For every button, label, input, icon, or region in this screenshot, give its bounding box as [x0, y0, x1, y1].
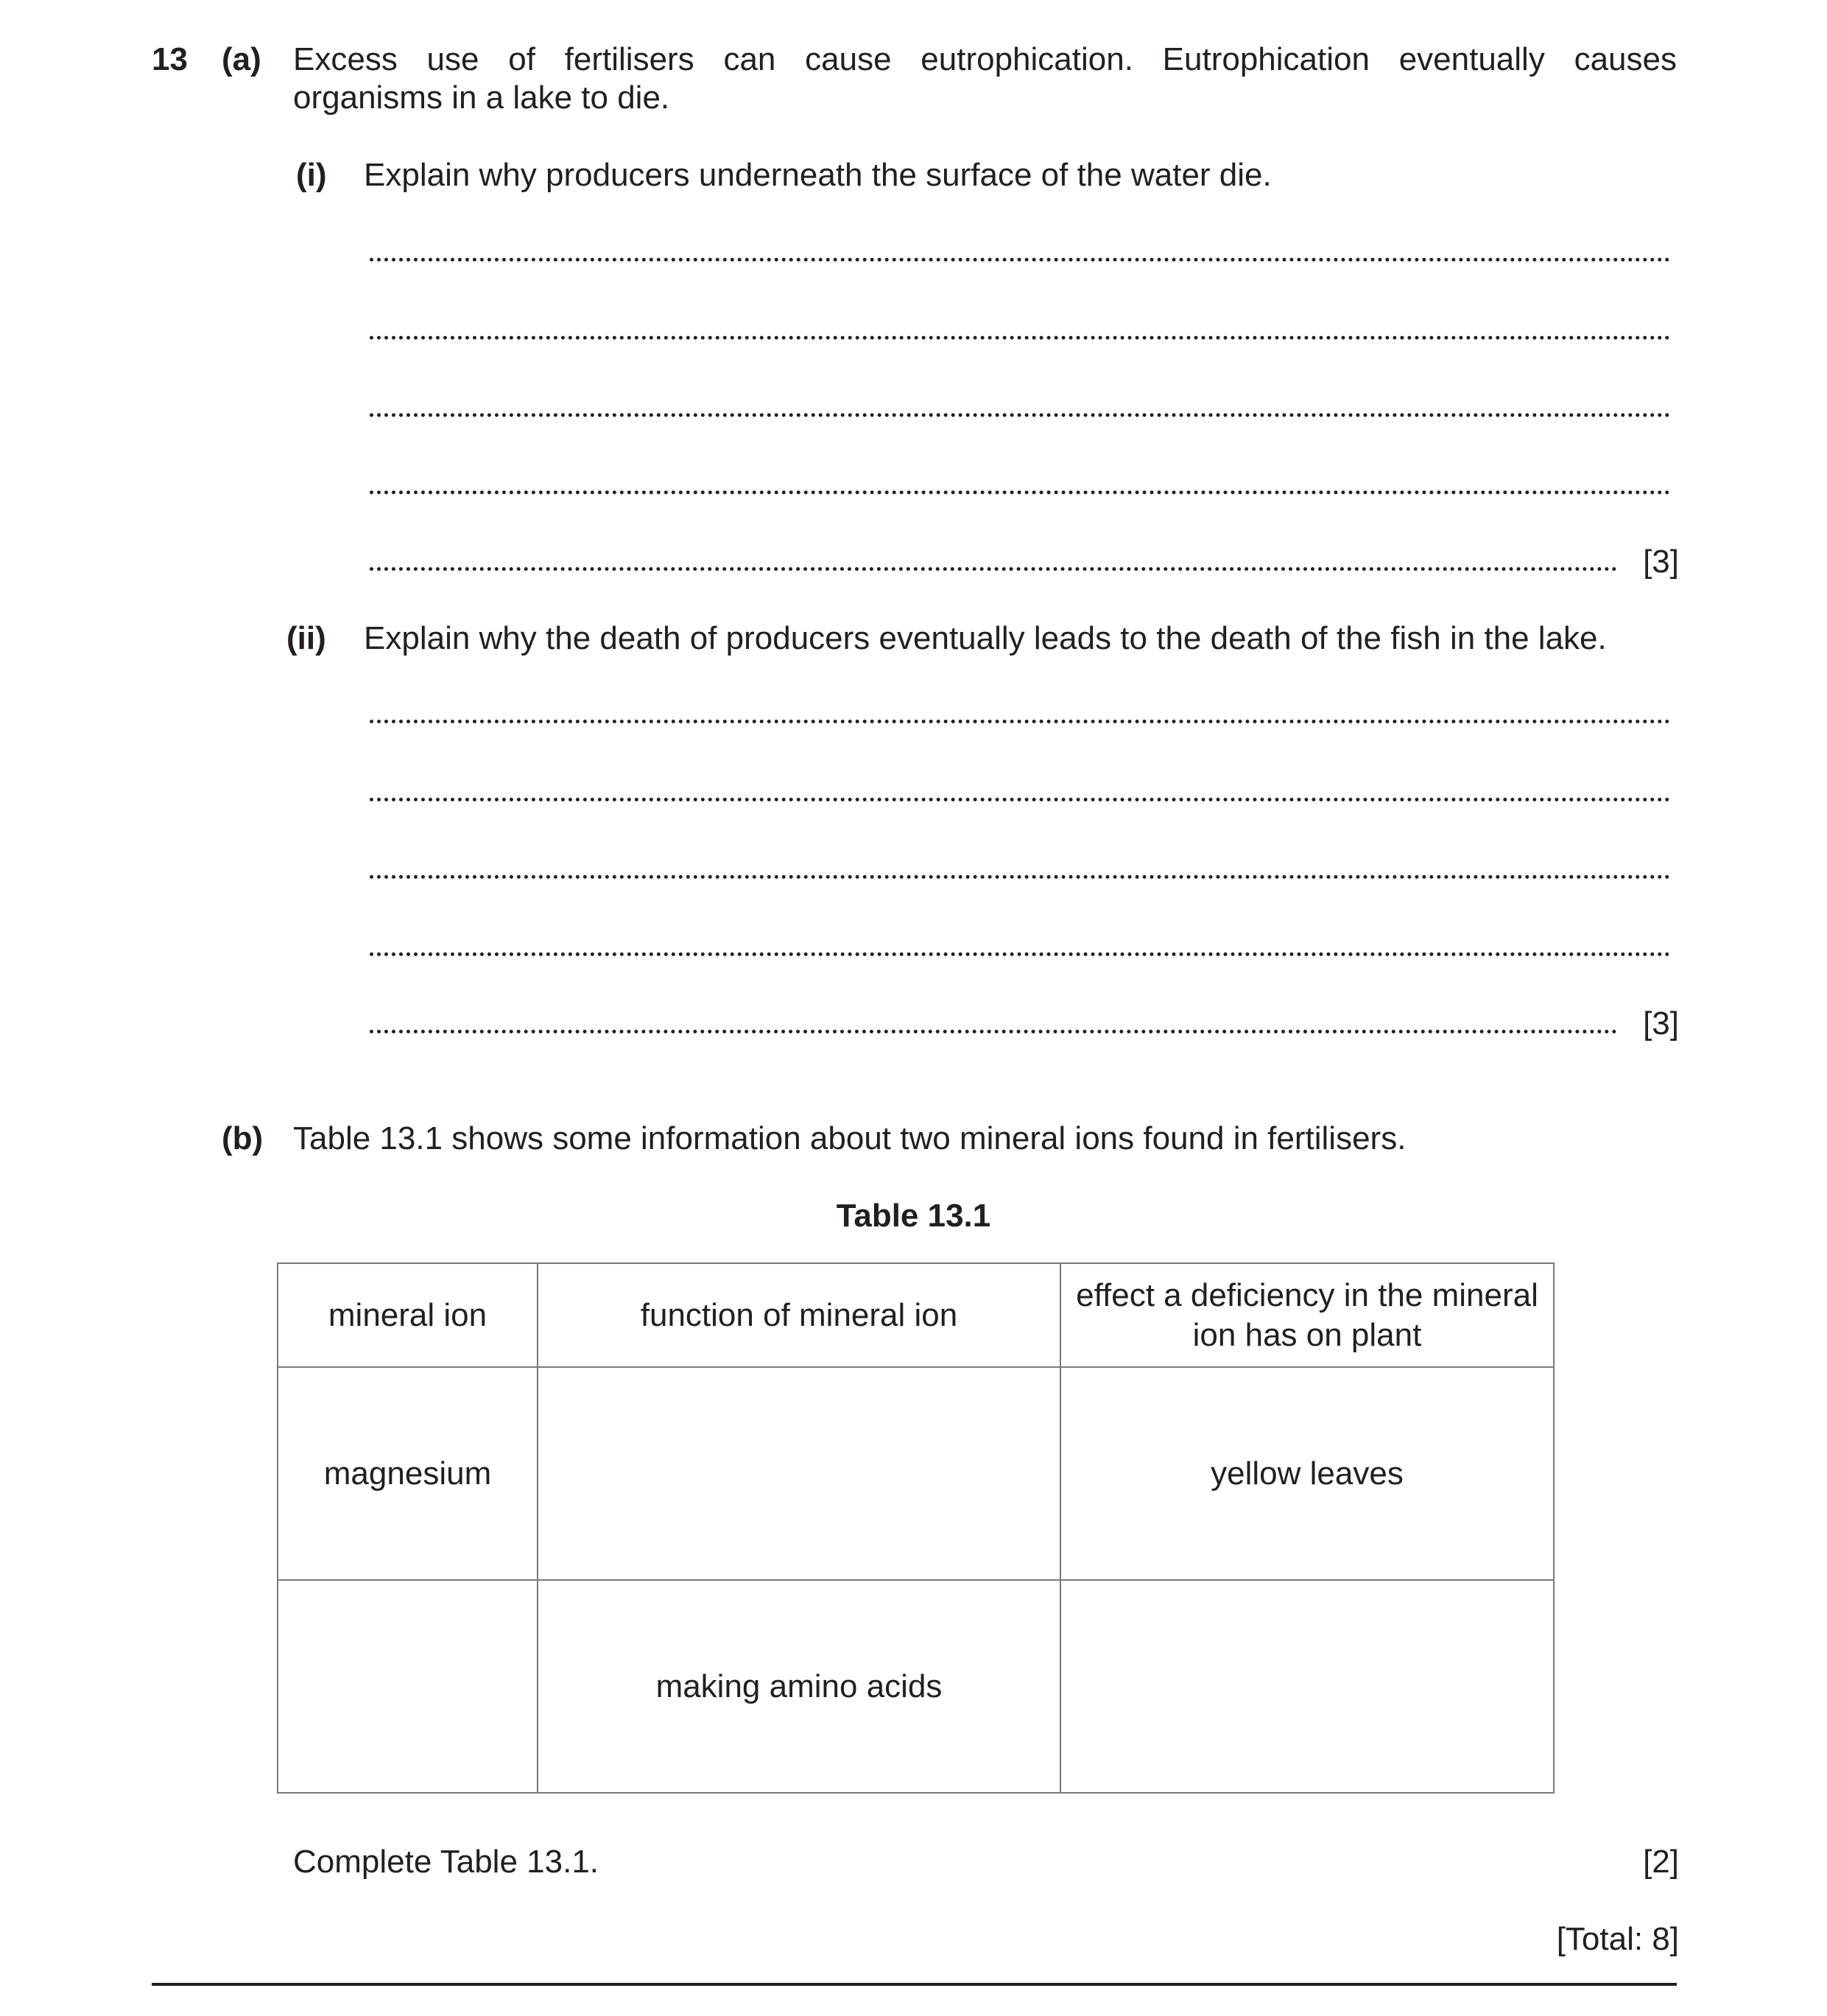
answer-line[interactable]	[370, 875, 1670, 879]
header-cell: mineral ion	[278, 1263, 538, 1367]
end-of-question-rule	[152, 1983, 1677, 1986]
part-a-intro-line2: organisms in a lake to die.	[293, 80, 670, 116]
answer-line[interactable]	[370, 336, 1670, 340]
header-cell: function of mineral ion	[538, 1263, 1060, 1367]
answer-cell[interactable]	[1060, 1580, 1554, 1793]
part-b-marks: [2]	[1643, 1844, 1679, 1880]
total-marks: [Total: 8]	[1556, 1921, 1679, 1957]
sub-i-question: Explain why producers underneath the surface of the water die.	[364, 157, 1272, 193]
sub-i-marks: [3]	[1643, 544, 1679, 580]
sub-ii-marks: [3]	[1643, 1005, 1679, 1042]
answer-line[interactable]	[370, 413, 1670, 417]
table-instruction: Complete Table 13.1.	[293, 1844, 599, 1880]
answer-cell[interactable]	[278, 1580, 538, 1793]
header-cell: effect a deficiency in the mineral ion has on plant	[1060, 1263, 1554, 1367]
part-a-label: (a)	[222, 41, 261, 77]
part-b-text: Table 13.1 shows some information about two mineral ions found in fertilisers.	[293, 1120, 1407, 1156]
answer-line[interactable]	[370, 720, 1670, 723]
answer-line[interactable]	[370, 798, 1670, 801]
table-cell: making amino acids	[538, 1580, 1060, 1793]
sub-ii-question: Explain why the death of producers eventually leads to the death of the fish in the lake.	[364, 620, 1607, 656]
answer-line[interactable]	[370, 491, 1670, 494]
table-cell: yellow leaves	[1060, 1367, 1554, 1580]
table-title: Table 13.1	[836, 1198, 991, 1234]
question-number: 13	[152, 41, 188, 77]
answer-line[interactable]	[370, 567, 1617, 571]
part-a-intro-line1: Excess use of fertilisers can cause eutrophication. Eutrophication eventually causes	[293, 41, 1677, 77]
sub-ii-label: (ii)	[286, 620, 326, 656]
table-header-row	[278, 1263, 1554, 1367]
answer-line[interactable]	[370, 952, 1670, 956]
answer-line[interactable]	[370, 1030, 1617, 1033]
answer-line[interactable]	[370, 258, 1670, 261]
table-cell: magnesium	[278, 1367, 538, 1580]
table-row	[278, 1367, 1554, 1580]
sub-i-label: (i)	[296, 157, 327, 193]
answer-cell[interactable]	[538, 1367, 1060, 1580]
table-row	[278, 1580, 1554, 1793]
mineral-ion-table	[277, 1262, 1555, 1794]
part-b-label: (b)	[222, 1120, 264, 1156]
